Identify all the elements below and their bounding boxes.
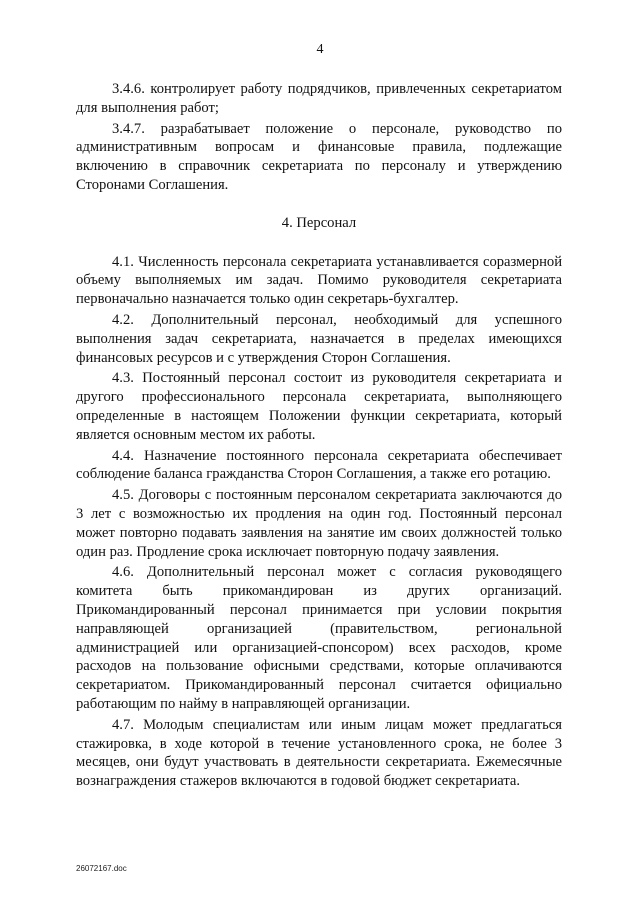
clause-4-3: 4.3. Постоянный персонал состоит из руководителя секретариата и другого профессионального персонала секретариата, выполняющего определенные в настоящем Положении функции секретариата, который является основным местом их работы. bbox=[76, 370, 562, 443]
document-body bbox=[76, 80, 562, 791]
page-number: 4 bbox=[316, 42, 324, 57]
clause-4-4: 4.4. Назначение постоянного персонала секретариата обеспечивает соблюдение баланса гражданства Сторон Соглашения, а также его ротацию. bbox=[76, 447, 562, 483]
clause-4-5: 4.5. Договоры с постоянным персоналом секретариата заключаются до 3 лет с возможностью их продления на один год. Постоянный персонал может повторно подавать заявления на занятие им своих должностей только один раз. Продление срока исключает повторную подачу заявления. bbox=[76, 487, 562, 560]
footer-filename: 26072167.doc bbox=[76, 864, 127, 873]
clause-4-7: 4.7. Молодым специалистам или иным лицам может предлагаться стажировка, в ходе которой в течение установленного срока, не более 3 месяцев, они будут участвовать в деятельности секретариата. Ежемесячные вознаграждения стажеров включаются в годовой бюджет секретариата. bbox=[76, 716, 562, 790]
section-heading: 4. Персонал bbox=[281, 214, 357, 231]
clause-3-4-7: 3.4.7. разрабатывает положение о персонале, руководство по административным вопросам и финансовые правила, подлежащие включению в справочник секретариата по персоналу и утверждению Сторонами Соглашения. bbox=[76, 120, 562, 193]
clause-4-1: 4.1. Численность персонала секретариата устанавливается соразмерной объему выполняемых им задач. Помимо руководителя секретариата первоначально назначается только один секретарь-бухгалтер. bbox=[76, 253, 562, 308]
clause-4-6: 4.6. Дополнительный персонал может с согласия руководящего комитета быть прикомандирован из других организаций. Прикомандированный персонал принимается при условии покрытия направляющей организацией (правительством, региональной администрацией или организацией-спонсором) всех расходов, кроме расходов на пользование офисными средствами, которые оплачиваются секретариатом. Прикомандированный персонал считается официально работающим по найму в направляющей организации. bbox=[76, 564, 562, 712]
clause-4-2: 4.2. Дополнительный персонал, необходимый для успешного выполнения задач секретариата, назначается в пределах имеющихся финансовых ресурсов и с утверждения Сторон Соглашения. bbox=[76, 311, 562, 366]
clause-3-4-6: 3.4.6. контролирует работу подрядчиков, привлеченных секретариатом для выполнения работ; bbox=[76, 81, 562, 116]
